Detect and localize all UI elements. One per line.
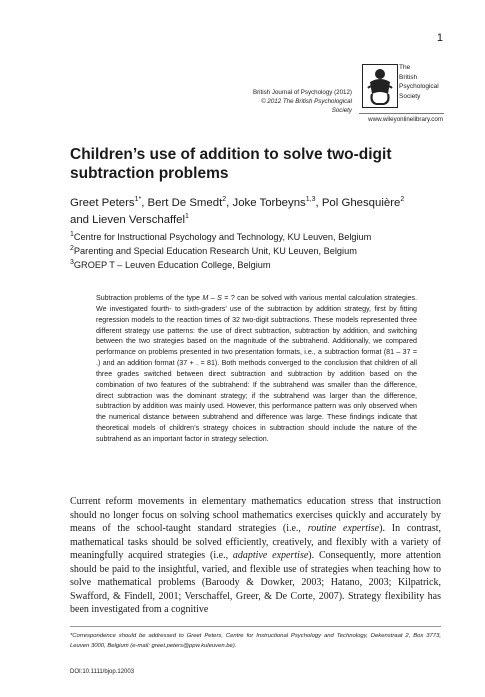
- society-name: [399, 63, 439, 101]
- journal-name: British Journal of Psychology (2012): [252, 89, 352, 96]
- journal-info: [240, 88, 352, 115]
- header-divider: [359, 113, 444, 114]
- abstract-text: M: [202, 294, 209, 302]
- author-name: Pol Ghesquière: [321, 197, 401, 209]
- affiliation: $^3$GROEP T – Leuven Education College, Belgium: [70, 258, 271, 270]
- correspondence-footnote: *Correspondence should be addressed to Greet Peters, Centre for Instructional Psychology and Technology, Dekenstraat 2, Box 3773, Leuven 3000, Belgium (e-mail: greet.peters@ppw.kuleuven.be).: [70, 633, 441, 649]
- society-emblem-icon: [362, 64, 398, 108]
- author-affiliation-mark: 2: [222, 196, 227, 204]
- author-name: and Lieven Verschaffel: [70, 214, 186, 226]
- author-name: Bert De Smedt: [147, 197, 223, 209]
- author-affiliation-mark: 1*: [134, 196, 142, 204]
- author-affiliation-mark: 2: [400, 196, 405, 204]
- author-affiliation-mark: 1,3: [305, 196, 316, 204]
- abstract-text: S: [217, 294, 222, 302]
- body-text: Current reform movements in elementary mathematics education stress that instruction should no longer focus on solving school mathematics exercises quickly and accurately by means of the school-taught standard strategies (i.e.,: [70, 496, 441, 535]
- society-line: Society: [399, 92, 421, 100]
- society-line: British: [399, 73, 418, 81]
- society-line: The: [399, 64, 411, 71]
- abstract-text: –: [208, 294, 218, 302]
- footnote-divider: [70, 626, 441, 627]
- society-line: Psychological: [399, 83, 439, 90]
- article-title: Children’s use of addition to solve two-digit subtraction problems: [70, 146, 392, 182]
- author-name: Greet Peters: [70, 197, 135, 209]
- body-paragraph: [70, 495, 441, 617]
- body-text: routine expertise: [307, 523, 380, 535]
- author-list: Greet Peters$^{1*}$, Bert De Smedt$^2$, Joke Torbeyns$^{1,3}$, Pol Ghesquière$^2$ and Lieven Verschaffel$^1$: [70, 196, 405, 226]
- page-number: 1: [436, 32, 443, 44]
- doi: DOI:10.1111/bjop.12003: [70, 669, 135, 675]
- journal-copyright: © 2012 The British Psychological Society: [261, 98, 352, 114]
- body-text: adaptive expertise: [232, 550, 309, 562]
- society-logo: [358, 62, 444, 110]
- abstract-text: Subtraction problems of the type: [96, 294, 203, 302]
- body-text: ). In contrast, mathematical tasks should be solved efficiently, creatively, and flexibly with a variety of meaningfully acquired strategies (i.e.,: [70, 523, 442, 562]
- affiliation: $^1$Centre for Instructional Psychology and Technology, KU Leuven, Belgium: [70, 230, 372, 242]
- body-text: ). Consequently, more attention should be paid to the insightful, varied, and flexible use of strategies when teaching how to solve mathematical problems (Baroody & Dowker, 2003; Hatano, 2003; Kilpatrick, Swafford, & Findell, 2001; Verschaffel, Greer, & De Corte, 2007). Strategy flexibility has been investigated from a cognitive: [70, 550, 442, 616]
- journal-website: www.wileyonlinelibrary.com: [368, 116, 443, 123]
- abstract: [96, 293, 417, 445]
- abstract-text: = ? can be solved with various mental calculation strategies. We investigated fourth- to sixth-graders’ use of the subtraction by addition strategy, first by fitting regression models to the reaction times of 32 two-digit subtractions. These models represented three different strategy use patterns: the use of direct subtraction, subtraction by addition, and switching between the two strategies based on the magnitude of the subtrahend. Additionally, we compared performance on problems presented in two presentation formats, i.e., a subtraction format (81 – 37 = .) and an addition format (37 + . = 81). Both methods converged to the conclusion that children of all three grades switched between direct subtraction and subtraction by addition based on the combination of two features of the subtrahend: If the subtrahend was smaller than the difference, direct subtraction was the dominant strategy; if the subtrahend was larger than the difference, subtraction by addition was mainly used. However, this performance pattern was only observed when the numerical distance between subtrahend and difference was large. These findings indicate that theoretical models of children’s strategy choices in subtraction should include the nature of the subtrahend as an important factor in strategy selection.: [96, 294, 417, 443]
- affiliation: $^2$Parenting and Special Education Research Unit, KU Leuven, Belgium: [70, 244, 357, 256]
- author-affiliation-mark: 1: [185, 213, 189, 221]
- author-name: Joke Torbeyns: [232, 197, 306, 209]
